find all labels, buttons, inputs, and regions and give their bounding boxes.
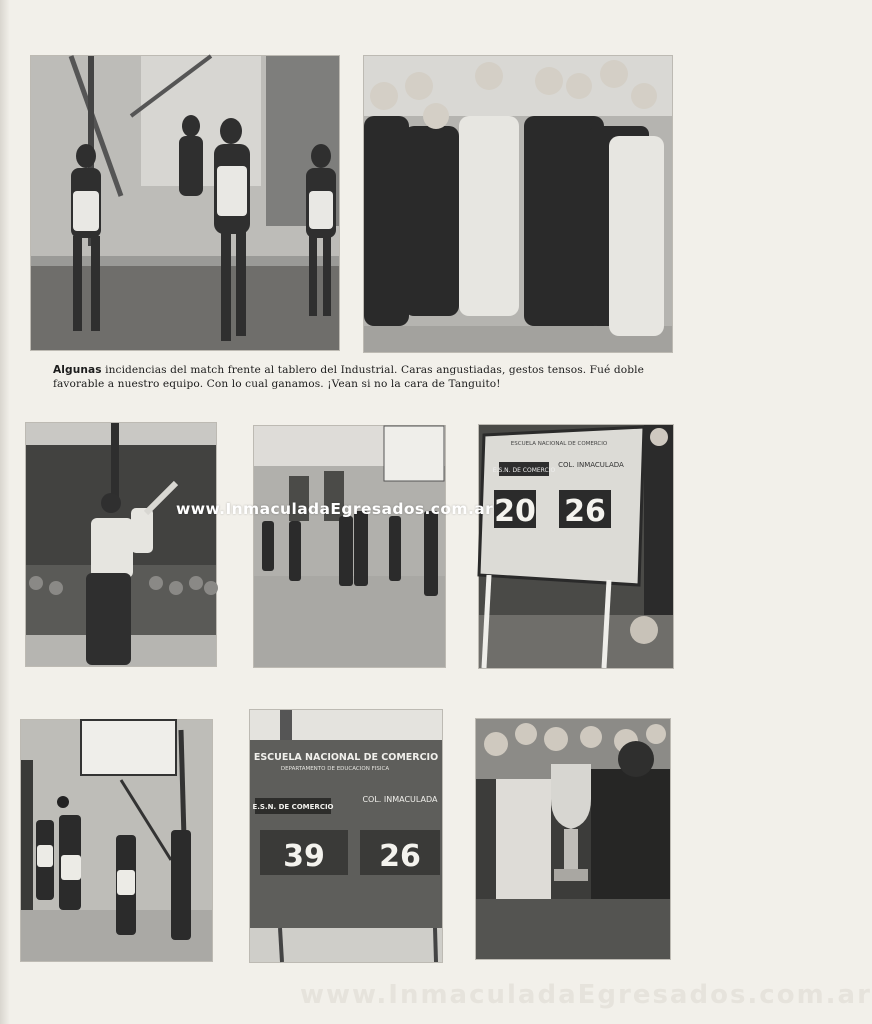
photo-shot-at-hoop <box>21 720 212 961</box>
scoreboard-small-right-score: 26 <box>564 494 606 529</box>
caption-text: incidencias del match frente al tablero del Industrial. Caras angustiadas, gestos tensos. Fué doble favorable a nuestro equipo. Con lo cual ganamos. ¡Vean si no la cara de Tanguito! <box>53 364 644 390</box>
watermark-faint-bottom: www.InmaculadaEgresados.com.ar <box>300 980 872 1010</box>
photo-jump-ball <box>26 423 216 666</box>
scoreboard-large-right-team: COL. INMACULADA <box>362 795 438 804</box>
photo-scoreboard-20-26 <box>479 425 673 668</box>
photo-scoreboard-39-26 <box>250 710 442 962</box>
scoreboard-large-left-team: E.S.N. DE COMERCIO <box>252 803 334 811</box>
photo-crowd-faces <box>364 56 672 352</box>
scoreboard-small-left-score: 20 <box>494 494 536 529</box>
scoreboard-small-school: ESCUELA NACIONAL DE COMERCIO <box>510 441 608 447</box>
scoreboard-small-right-team: COL. INMACULADA <box>558 461 624 469</box>
scoreboard-large-department: DEPARTAMENTO DE EDUCACION FISICA <box>280 766 390 772</box>
watermark-text: www.InmaculadaEgresados.com.ar <box>176 500 494 518</box>
page-binding-shadow <box>0 0 10 1024</box>
scoreboard-large-right-score: 26 <box>379 839 421 874</box>
scoreboard-large-school: ESCUELA NACIONAL DE COMERCIO <box>253 752 439 763</box>
photo-trophy-celebration <box>476 719 670 959</box>
caption-lead-word: Algunas <box>53 364 102 376</box>
photo-match-action <box>31 56 339 350</box>
photo-caption <box>53 364 653 391</box>
scoreboard-large-left-score: 39 <box>283 839 325 874</box>
photo-court-wide <box>254 426 445 667</box>
scoreboard-small-left-team: E.S.N. DE COMERCIO <box>492 467 556 474</box>
